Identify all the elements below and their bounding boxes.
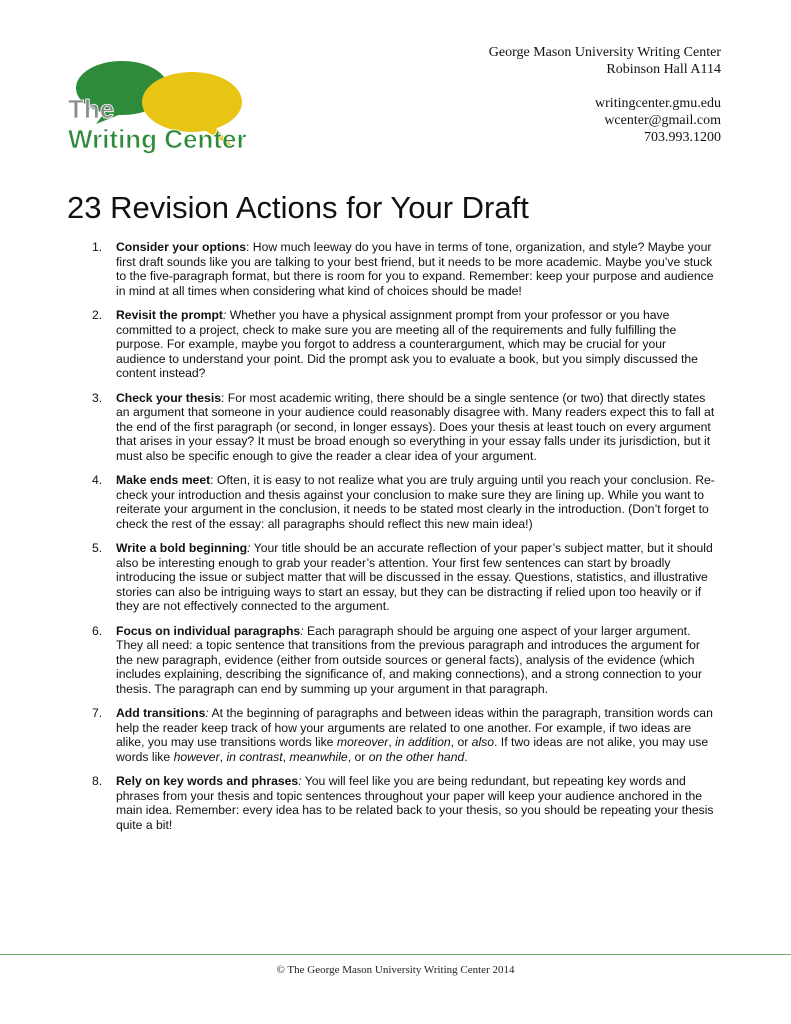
- logo-text-the: The: [68, 94, 115, 124]
- list-item: 6. Focus on individual paragraphs: Each paragraph should be arguing one aspect of your larger argument. They all need: a topic sentence that transitions from the previous paragraph and introduces the argument for the new paragraph, evidence (either from outside sources or general facts), analysis of the evidence (which includes explaining, describing the significance of, and making connections), and a strong connection to your thesis. The paragraph can end by summing up your argument in that paragraph.: [92, 623, 703, 696]
- list-item: 1. Consider your options: How much leeway do you have in terms of tone, organization, and style? Maybe your first draft sounds like you are talking to your best friend, but it needs to be more academic. Maybe you’ve stuck to the five-paragraph format, but there is room for you to expand. Remember: keep your purpose and audience in mind at all times when considering what kind of choices should be made!: [92, 240, 714, 298]
- footer-divider: [0, 954, 791, 955]
- email-link[interactable]: wcenter@gmail.com: [604, 113, 721, 128]
- page-title: 23 Revision Actions for Your Draft: [67, 190, 529, 225]
- location: Robinson Hall A114: [606, 62, 721, 77]
- logo-text-writing-center: Writing Center: [68, 124, 247, 154]
- list-item: 7. Add transitions: At the beginning of paragraphs and between ideas within the paragraph, transition words can help the reader keep track of how your arguments are related to one another. For example, if two ideas are alike, you may use transitions words like moreover, in addition, or also. If two ideas are not alike, you may use words like however, in contrast, meanwhile, or on the other hand.: [92, 706, 713, 764]
- list-item: 3. Check your thesis: For most academic writing, there should be a single sentence (or two) that directly states an argument that someone in your audience could reasonably disagree with. Many readers expect this to fall at the end of the first paragraph (or second, in longer essays). Does your thesis at least touch on every argument that arises in your essay? It must be broad enough so everything in your essay falls under its jurisdiction, but it must also be specific enough to give the reader a clear idea of your argument.: [92, 390, 715, 463]
- website-link[interactable]: writingcenter.gmu.edu: [595, 96, 721, 111]
- list-item: 8. Rely on key words and phrases: You will feel like you are being redundant, but repeating key words and phrases from your thesis and topic sentences throughout your paper will keep your audience anchored in the main idea. Remember: every idea has to be related back to your thesis, so you should be repeating your thesis quite a bit!: [92, 774, 714, 832]
- item-heading: Rely on key words and phrases: [116, 774, 299, 789]
- institution-name: George Mason University Writing Center: [488, 45, 721, 60]
- item-heading: Write a bold beginning: [116, 541, 248, 556]
- phone-number: 703.993.1200: [644, 130, 721, 145]
- contact-block: [489, 44, 721, 146]
- revision-actions-list: [88, 240, 716, 842]
- list-item: 5. Write a bold beginning: Your title should be an accurate reflection of your paper’s subject matter, but it should also be interesting enough to grab your reader’s attention. Your first few sentences can start by broadly introducing the issue or subject matter that will be discussed in the essay. Questions, statistics, and illustrative stories can also be intriguing ways to start an essay, but they can be distracting if relied upon too heavily or if they are not effectively connected to the argument.: [92, 541, 713, 614]
- footer-copyright: © The George Mason University Writing Center 2014: [276, 964, 515, 976]
- item-heading: Focus on individual paragraphs: [116, 623, 301, 638]
- item-heading: Add transitions: [116, 706, 206, 721]
- item-heading: Make ends meet: [116, 473, 211, 488]
- item-heading: Check your thesis: [116, 390, 221, 405]
- item-heading: Consider your options: [116, 240, 247, 254]
- item-heading: Revisit the prompt: [116, 307, 223, 322]
- list-item: 4. Make ends meet: Often, it is easy to not realize what you are truly arguing until you reach your conclusion. Re-check your introduction and thesis against your conclusion to make sure they are lining up. While you want to reiterate your argument in the conclusion, it needs to be stated most clearly in the introduction. (Don’t forget to check the rest of the essay: all paragraphs should reflect this new main idea!): [92, 473, 715, 531]
- list-item: 2. Revisit the prompt: Whether you have a physical assignment prompt from your professor or you have committed to a project, check to make sure you are meeting all of the requirements and fully fulfilling the purpose. For example, maybe you forgot to address a counterargument, which may be crucial for your audience to understand your point. Did the prompt ask you to evaluate a book, but you simply discussed the content instead?: [92, 307, 698, 381]
- writing-center-logo: [64, 58, 260, 162]
